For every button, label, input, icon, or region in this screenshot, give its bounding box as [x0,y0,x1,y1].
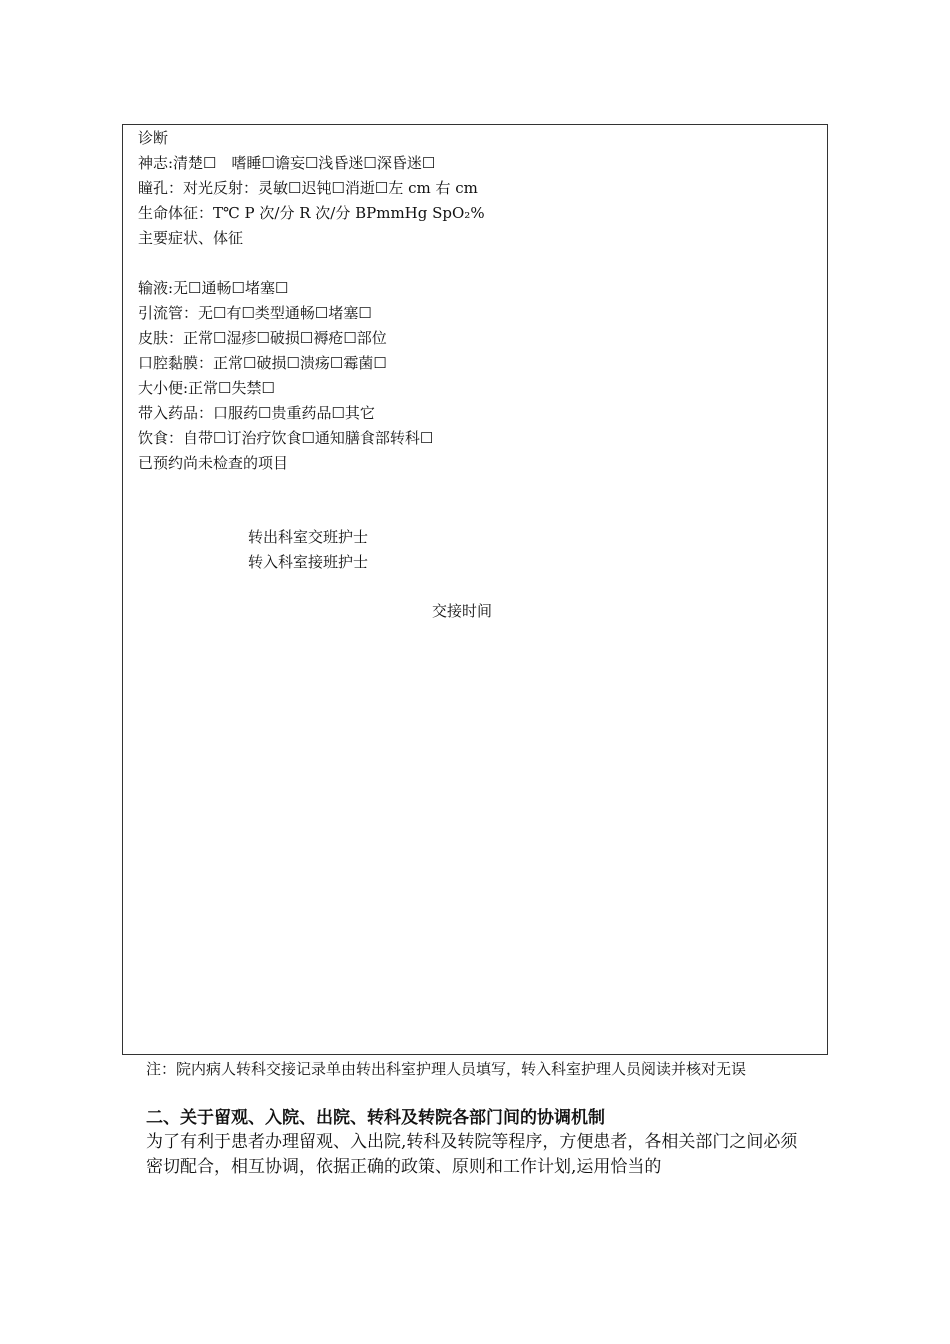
form-line-diagnosis: 诊断 [138,129,169,147]
form-line-vital-signs: 生命体征：T℃ P 次/分 R 次/分 BPmmHg SpO₂% [138,204,485,222]
in-nurse-signature-label: 转入科室接班护士 [248,553,369,571]
form-line-skin: 皮肤：正常☐湿疹☐破损☐褥疮☐部位 [138,329,387,347]
out-nurse-signature-label: 转出科室交班护士 [248,528,369,546]
transfer-form-box [122,124,828,1055]
form-line-oral-mucosa: 口腔黏膜：正常☐破损☐溃疡☐霉菌☐ [138,354,387,372]
form-line-infusion: 输液:无☐通畅☐堵塞☐ [138,279,289,297]
form-line-pupil: 瞳孔：对光反射：灵敏☐迟钝☐消逝☐左 cm 右 cm [138,179,478,197]
form-line-excretion: 大小便:正常☐失禁☐ [138,379,275,397]
section-heading: 二、关于留观、入院、出院、转科及转院各部门间的协调机制 [146,1108,605,1128]
form-line-drainage: 引流管：无☐有☐类型通畅☐堵塞☐ [138,304,372,322]
form-line-pending-exams: 已预约尚未检查的项目 [138,454,289,472]
form-line-consciousness: 神志:清楚☐ 嗜睡☐谵妄☐浅昏迷☐深昏迷☐ [138,154,436,172]
section-paragraph: 为了有利于患者办理留观、入出院,转科及转院等程序，方便患者，各相关部门之间必须密切配合，相互协调，依据正确的政策、原则和工作计划,运用恰当的 [146,1132,798,1177]
form-line-diet: 饮食：自带☐订治疗饮食☐通知膳食部转科☐ [138,429,434,447]
form-line-symptoms: 主要症状、体征 [138,229,244,247]
form-note: 注：院内病人转科交接记录单由转出科室护理人员填写，转入科室护理人员阅读并核对无误 [146,1060,747,1078]
handover-time-label: 交接时间 [432,602,493,620]
form-line-medication: 带入药品：口服药☐贵重药品☐其它 [138,404,375,422]
